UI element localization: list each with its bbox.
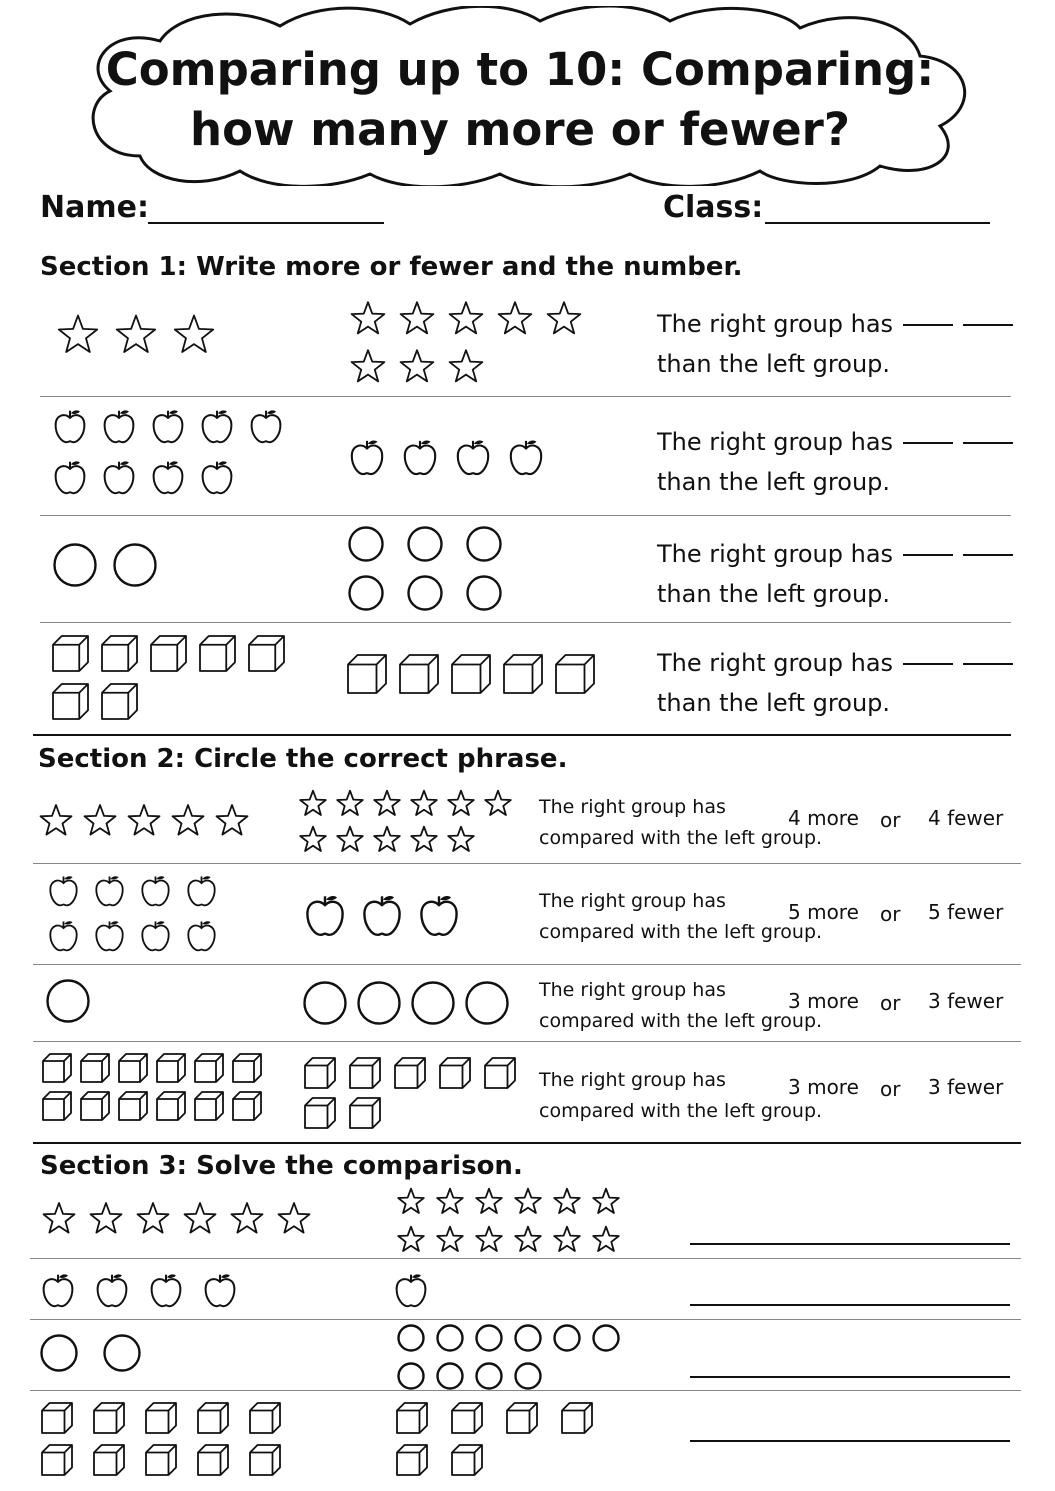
circle-icon xyxy=(348,575,384,611)
s1-sentence-line-1: The right group has xyxy=(657,649,894,677)
cube-icon xyxy=(556,655,594,693)
star-icon xyxy=(89,1201,123,1235)
cube-icon xyxy=(43,1054,71,1082)
name-label: Name: xyxy=(40,190,149,225)
circle-icon xyxy=(407,526,443,562)
section-1-title: Section 1: Write more or fewer and the number. xyxy=(40,252,743,282)
cube-icon xyxy=(119,1054,147,1082)
cube-icon xyxy=(94,1445,124,1475)
cube-icon xyxy=(305,1098,335,1128)
cube-icon xyxy=(348,655,386,693)
star-icon xyxy=(553,1187,581,1215)
cube-icon xyxy=(350,1058,380,1088)
star-icon xyxy=(447,825,475,853)
cube-icon xyxy=(81,1092,109,1120)
circle-icon xyxy=(436,1362,464,1390)
cube-icon xyxy=(350,1098,380,1128)
page-title-line-2: how many more or fewer? xyxy=(190,103,850,156)
apple-icon xyxy=(139,919,172,952)
apple-icon xyxy=(202,1272,238,1308)
apple-icon xyxy=(52,408,88,444)
s2-sentence-line-2: compared with the left group. xyxy=(539,827,823,849)
apple-icon xyxy=(150,459,186,495)
cube-icon xyxy=(397,1403,427,1433)
row-divider xyxy=(30,1258,1021,1259)
circle-icon xyxy=(475,1362,503,1390)
cube-icon xyxy=(146,1445,176,1475)
circle-icon xyxy=(53,543,97,587)
cube-icon xyxy=(250,1445,280,1475)
row-divider xyxy=(30,1319,1021,1320)
s2-sentence-line-1: The right group has xyxy=(539,1069,726,1091)
apple-icon xyxy=(248,408,284,444)
apple-icon xyxy=(417,893,461,937)
apple-icon xyxy=(199,459,235,495)
apple-icon xyxy=(507,438,545,476)
circle-icon xyxy=(40,1334,78,1372)
page-title xyxy=(80,40,960,160)
star-icon xyxy=(397,1225,425,1253)
star-icon xyxy=(448,348,484,384)
circle-icon xyxy=(411,981,455,1025)
s1-sentence xyxy=(657,304,1013,384)
star-icon xyxy=(115,313,157,355)
s1-sentence xyxy=(657,643,1013,723)
star-icon xyxy=(475,1225,503,1253)
cube-icon xyxy=(249,636,284,671)
or-label: or xyxy=(880,902,901,926)
apple-icon xyxy=(101,459,137,495)
apple-icon xyxy=(401,438,439,476)
apple-icon xyxy=(40,1272,76,1308)
cube-icon xyxy=(250,1403,280,1433)
cube-icon xyxy=(195,1092,223,1120)
cube-icon xyxy=(395,1058,425,1088)
cube-icon xyxy=(440,1058,470,1088)
s1-sentence-line-1: The right group has xyxy=(657,428,894,456)
apple-icon xyxy=(47,919,80,952)
cube-icon xyxy=(562,1403,592,1433)
section-divider xyxy=(33,1142,1021,1144)
number-blank[interactable] xyxy=(963,554,1013,556)
row-divider xyxy=(40,622,1011,623)
comparison-word-blank[interactable] xyxy=(903,663,953,665)
number-blank[interactable] xyxy=(963,442,1013,444)
apple-icon xyxy=(454,438,492,476)
apple-icon xyxy=(47,874,80,907)
star-icon xyxy=(57,313,99,355)
circle-icon xyxy=(103,1334,141,1372)
circle-icon xyxy=(592,1324,620,1352)
cube-icon xyxy=(507,1403,537,1433)
s2-sentence-line-2: compared with the left group. xyxy=(539,1010,823,1032)
option-fewer[interactable]: 5 fewer xyxy=(928,900,1004,924)
row-divider xyxy=(33,1041,1021,1042)
circle-icon xyxy=(436,1324,464,1352)
star-icon xyxy=(83,803,117,837)
circle-icon xyxy=(407,575,443,611)
apple-icon xyxy=(199,408,235,444)
apple-icon xyxy=(139,874,172,907)
cube-icon xyxy=(504,655,542,693)
star-icon xyxy=(436,1225,464,1253)
apple-icon xyxy=(150,408,186,444)
star-icon xyxy=(514,1187,542,1215)
cube-icon xyxy=(102,636,137,671)
circle-icon xyxy=(475,1324,503,1352)
cube-icon xyxy=(81,1054,109,1082)
star-icon xyxy=(546,300,582,336)
circle-icon xyxy=(348,526,384,562)
row-divider xyxy=(33,964,1021,965)
row-divider xyxy=(30,1390,1021,1391)
answer-line[interactable] xyxy=(690,1304,1010,1306)
name-field[interactable] xyxy=(148,222,384,224)
s2-sentence-line-1: The right group has xyxy=(539,890,726,912)
cube-icon xyxy=(146,1403,176,1433)
apple-icon xyxy=(101,408,137,444)
apple-icon xyxy=(303,893,347,937)
star-icon xyxy=(277,1201,311,1235)
star-icon xyxy=(475,1187,503,1215)
star-icon xyxy=(399,348,435,384)
s1-sentence-line-2: than the left group. xyxy=(657,689,891,717)
cube-icon xyxy=(43,1092,71,1120)
cube-icon xyxy=(42,1445,72,1475)
apple-icon xyxy=(360,893,404,937)
answer-line[interactable] xyxy=(690,1376,1010,1378)
star-icon xyxy=(553,1225,581,1253)
cube-icon xyxy=(157,1054,185,1082)
section-3-title: Section 3: Solve the comparison. xyxy=(40,1151,523,1181)
star-icon xyxy=(336,789,364,817)
star-icon xyxy=(215,803,249,837)
number-blank[interactable] xyxy=(963,663,1013,665)
cube-icon xyxy=(485,1058,515,1088)
circle-icon xyxy=(303,981,347,1025)
star-icon xyxy=(171,803,205,837)
cube-icon xyxy=(452,1403,482,1433)
cube-icon xyxy=(200,636,235,671)
row-divider xyxy=(40,396,1011,397)
star-icon xyxy=(230,1201,264,1235)
comparison-word-blank[interactable] xyxy=(903,324,953,326)
s2-sentence xyxy=(539,975,822,1037)
apple-icon xyxy=(185,874,218,907)
circle-icon xyxy=(553,1324,581,1352)
class-field[interactable] xyxy=(765,222,990,224)
star-icon xyxy=(136,1201,170,1235)
star-icon xyxy=(447,789,475,817)
apple-icon xyxy=(94,1272,130,1308)
star-icon xyxy=(173,313,215,355)
s2-sentence xyxy=(539,1065,822,1127)
apple-icon xyxy=(348,438,386,476)
option-more[interactable]: 3 more xyxy=(788,1075,859,1099)
class-label: Class: xyxy=(663,190,764,225)
option-more[interactable]: 4 more xyxy=(788,806,859,830)
cube-icon xyxy=(400,655,438,693)
apple-icon xyxy=(93,919,126,952)
star-icon xyxy=(299,789,327,817)
s2-sentence xyxy=(539,886,822,948)
option-fewer[interactable]: 3 fewer xyxy=(928,1075,1004,1099)
apple-icon xyxy=(185,919,218,952)
or-label: or xyxy=(880,1077,901,1101)
star-icon xyxy=(336,825,364,853)
star-icon xyxy=(592,1187,620,1215)
star-icon xyxy=(39,803,73,837)
s2-sentence-line-1: The right group has xyxy=(539,979,726,1001)
cube-icon xyxy=(233,1054,261,1082)
page-title-line-1: Comparing up to 10: Comparing: xyxy=(105,43,935,96)
cube-icon xyxy=(195,1054,223,1082)
s1-sentence xyxy=(657,534,1013,614)
s1-sentence-line-1: The right group has xyxy=(657,310,894,338)
star-icon xyxy=(350,300,386,336)
circle-icon xyxy=(466,575,502,611)
section-divider xyxy=(33,734,1011,736)
star-icon xyxy=(373,825,401,853)
star-icon xyxy=(514,1225,542,1253)
s1-sentence-line-1: The right group has xyxy=(657,540,894,568)
option-fewer[interactable]: 3 fewer xyxy=(928,989,1004,1013)
star-icon xyxy=(42,1201,76,1235)
star-icon xyxy=(127,803,161,837)
star-icon xyxy=(410,825,438,853)
star-icon xyxy=(436,1187,464,1215)
cube-icon xyxy=(233,1092,261,1120)
star-icon xyxy=(448,300,484,336)
star-icon xyxy=(497,300,533,336)
cube-icon xyxy=(452,1445,482,1475)
or-label: or xyxy=(880,991,901,1015)
cube-icon xyxy=(119,1092,147,1120)
s1-sentence xyxy=(657,422,1013,502)
cube-icon xyxy=(53,684,88,719)
circle-icon xyxy=(113,543,157,587)
cube-icon xyxy=(198,1403,228,1433)
cube-icon xyxy=(151,636,186,671)
answer-line[interactable] xyxy=(690,1243,1010,1245)
option-more[interactable]: 3 more xyxy=(788,989,859,1013)
cube-icon xyxy=(397,1445,427,1475)
cube-icon xyxy=(157,1092,185,1120)
star-icon xyxy=(183,1201,217,1235)
circle-icon xyxy=(46,979,90,1023)
cube-icon xyxy=(452,655,490,693)
number-blank[interactable] xyxy=(963,324,1013,326)
section-2-title: Section 2: Circle the correct phrase. xyxy=(38,744,568,774)
cube-icon xyxy=(198,1445,228,1475)
circle-icon xyxy=(397,1324,425,1352)
star-icon xyxy=(397,1187,425,1215)
cube-icon xyxy=(305,1058,335,1088)
circle-icon xyxy=(514,1324,542,1352)
apple-icon xyxy=(148,1272,184,1308)
s2-sentence-line-1: The right group has xyxy=(539,796,726,818)
cube-icon xyxy=(42,1403,72,1433)
option-more[interactable]: 5 more xyxy=(788,900,859,924)
s1-sentence-line-2: than the left group. xyxy=(657,350,891,378)
row-divider xyxy=(40,515,1011,516)
star-icon xyxy=(373,789,401,817)
circle-icon xyxy=(357,981,401,1025)
comparison-word-blank[interactable] xyxy=(903,554,953,556)
apple-icon xyxy=(393,1272,429,1308)
star-icon xyxy=(350,348,386,384)
answer-line[interactable] xyxy=(690,1440,1010,1442)
circle-icon xyxy=(514,1362,542,1390)
s1-sentence-line-2: than the left group. xyxy=(657,468,891,496)
s2-sentence-line-2: compared with the left group. xyxy=(539,1100,823,1122)
star-icon xyxy=(484,789,512,817)
circle-icon xyxy=(397,1362,425,1390)
s1-sentence-line-2: than the left group. xyxy=(657,580,891,608)
circle-icon xyxy=(465,981,509,1025)
row-divider xyxy=(33,863,1021,864)
star-icon xyxy=(410,789,438,817)
comparison-word-blank[interactable] xyxy=(903,442,953,444)
or-label: or xyxy=(880,808,901,832)
cube-icon xyxy=(53,636,88,671)
option-fewer[interactable]: 4 fewer xyxy=(928,806,1004,830)
cube-icon xyxy=(94,1403,124,1433)
star-icon xyxy=(399,300,435,336)
star-icon xyxy=(592,1225,620,1253)
apple-icon xyxy=(52,459,88,495)
cube-icon xyxy=(102,684,137,719)
s2-sentence-line-2: compared with the left group. xyxy=(539,921,823,943)
s2-sentence xyxy=(539,792,822,854)
circle-icon xyxy=(466,526,502,562)
apple-icon xyxy=(93,874,126,907)
star-icon xyxy=(299,825,327,853)
